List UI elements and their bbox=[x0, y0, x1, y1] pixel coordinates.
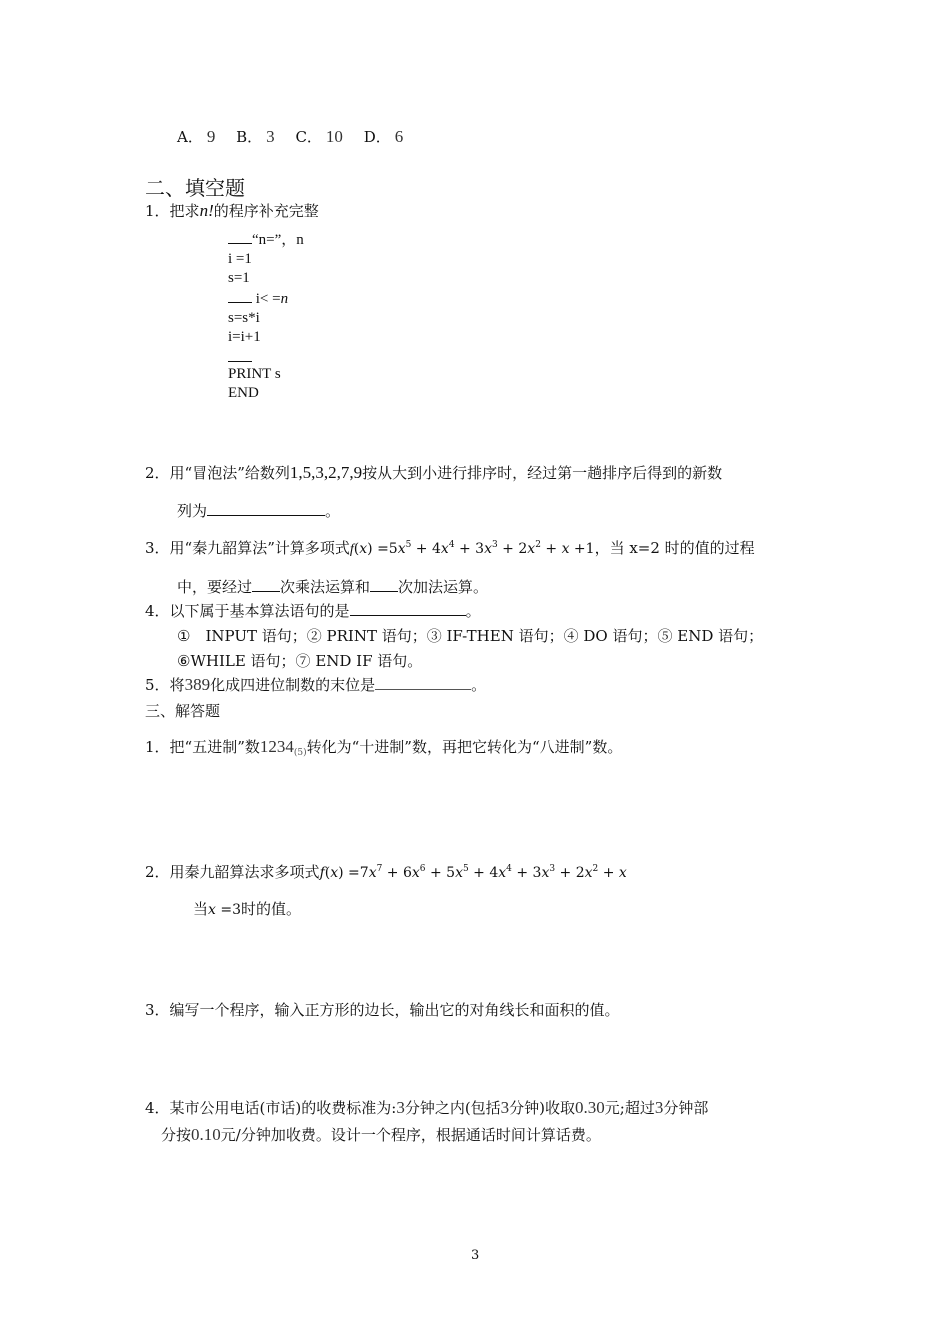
fill-q1-number: 1． bbox=[145, 202, 170, 220]
solve-q4-number: 4． bbox=[145, 1099, 170, 1117]
choice-b-value: 3 bbox=[266, 127, 275, 146]
code-line-8: PRINT s bbox=[228, 366, 281, 382]
fill-q3-line-1 bbox=[145, 537, 755, 558]
solve-q2-line-2-a: 当 bbox=[193, 900, 209, 918]
fill-q1 bbox=[145, 200, 319, 221]
solve-q4-l1-e: 分钟部 bbox=[663, 1099, 709, 1117]
solve-q4-l1-n4: 3 bbox=[654, 1098, 664, 1117]
fill-q2-line-2-prefix: 列为 bbox=[177, 502, 208, 520]
fill-q4-blank bbox=[350, 601, 466, 616]
fill-q3-line-2-b: 次乘法运算和 bbox=[280, 578, 371, 596]
code-line-4 bbox=[228, 288, 304, 309]
solve-q1-text-b: 转化为“十进制”数，再把它转化为“八进制”数。 bbox=[306, 738, 623, 756]
fill-q3-text-a: 用“秦九韶算法”计算多项式 bbox=[169, 539, 350, 557]
choice-d-label: D． bbox=[363, 128, 391, 146]
code-line-5: s=s*i bbox=[228, 310, 260, 326]
choice-a-label: A． bbox=[177, 128, 203, 146]
fill-q4-options-2: ⑥WHILE 语句；⑦ END IF 语句。 bbox=[177, 652, 423, 670]
fill-q3-blank-add bbox=[370, 577, 398, 592]
fill-q3-blank-mul bbox=[252, 577, 280, 592]
fill-q5-text-a: 将 bbox=[169, 676, 185, 694]
solve-q2-polynomial: $f(x) =7x^7 + 6x^6 + 5x^5 + 4x^4 + 3x^3 + 2x^2 + x$ bbox=[319, 864, 627, 881]
fill-q2-number: 2． bbox=[145, 464, 170, 482]
code-blank-1 bbox=[228, 229, 252, 244]
solve-q4-l1-n1: 3 bbox=[396, 1098, 405, 1117]
code-line-6: i=i+1 bbox=[228, 329, 261, 345]
fill-q5 bbox=[145, 674, 486, 695]
solve-q1-number: 1． bbox=[145, 738, 170, 756]
solve-q4-l2-n1: 0.10 bbox=[191, 1125, 221, 1144]
fill-q2-answer-blank bbox=[207, 501, 325, 516]
section-3-title: 三、解答题 bbox=[145, 702, 221, 720]
fill-q2-line-2-suffix: 。 bbox=[325, 502, 341, 520]
fill-q2-line-2 bbox=[177, 500, 340, 521]
solve-q4-l1-n3: 0.30 bbox=[575, 1098, 605, 1117]
code-line-7 bbox=[228, 347, 304, 365]
program-code bbox=[228, 229, 304, 403]
fill-q5-number: 5． bbox=[145, 676, 170, 694]
solve-q4-l1-a: 某市公用电话(市话)的收费标准为: bbox=[169, 1099, 397, 1117]
code-line-9: END bbox=[228, 385, 259, 401]
fill-q2-line-1 bbox=[145, 462, 722, 483]
fill-q4-line-1 bbox=[145, 600, 481, 621]
solve-q2-line-1 bbox=[145, 861, 627, 882]
fill-q4-number: 4． bbox=[145, 602, 170, 620]
code-line-2: i =1 bbox=[228, 251, 252, 267]
choice-a-value: 9 bbox=[206, 127, 216, 146]
solve-q1-text-a: 把“五进制”数 bbox=[169, 738, 260, 756]
page-number: 3 bbox=[471, 1248, 480, 1263]
choice-row bbox=[177, 126, 403, 147]
code-line-1-text: “n=”，n bbox=[252, 232, 304, 248]
solve-q4-l1-c: 分钟)收取 bbox=[509, 1099, 576, 1117]
solve-q4-l1-d: 元;超过 bbox=[604, 1099, 655, 1117]
fill-q5-suffix: 。 bbox=[471, 676, 487, 694]
fill-q2-sequence: 1,5,3,2,7,9 bbox=[289, 463, 363, 482]
solve-q4-l2-b: 元/分钟加收费。设计一个程序，根据通话时间计算话费。 bbox=[220, 1126, 601, 1144]
solve-q2-text-a: 用秦九韶算法求多项式 bbox=[169, 863, 320, 881]
code-line-4-math: n bbox=[280, 291, 289, 307]
solve-q1 bbox=[145, 736, 622, 758]
choice-d-value: 6 bbox=[394, 127, 404, 146]
fill-q5-text-b: 化成四进位制数的末位是 bbox=[210, 676, 376, 694]
fill-q2-text-a: 用“冒泡法”给数列 bbox=[169, 464, 290, 482]
choice-c-value: 10 bbox=[325, 127, 343, 146]
fill-q3-number: 3． bbox=[145, 539, 170, 557]
solve-q1-base: (5) bbox=[293, 748, 307, 758]
code-blank-3 bbox=[228, 347, 252, 362]
fill-q3-polynomial: f bbox=[349, 542, 354, 557]
code-line-4-text: i< = bbox=[252, 291, 281, 307]
fill-q3-line-2-a: 中，要经过 bbox=[177, 578, 253, 596]
solve-q2-line-2 bbox=[193, 898, 301, 919]
fill-q3-text-b: ，当 x=2 时的值的过程 bbox=[594, 539, 755, 557]
solve-q1-value: 1234 bbox=[259, 737, 294, 756]
solve-q4-line-2 bbox=[161, 1124, 601, 1145]
fill-q3-polynomial-rest: $(x) =5x^5 + 4x^4 + 3x^3 + 2x^2 + x +1$ bbox=[353, 540, 595, 557]
fill-q3-line-2 bbox=[177, 576, 488, 597]
solve-q2-number: 2． bbox=[145, 863, 170, 881]
fill-q3-line-2-c: 次加法运算。 bbox=[398, 578, 489, 596]
solve-q4-l1-b: 分钟之内(包括 bbox=[404, 1099, 501, 1117]
solve-q3-text: 编写一个程序，输入正方形的边长，输出它的对角线长和面积的值。 bbox=[169, 1001, 620, 1019]
section-2-title: 二、填空题 bbox=[145, 176, 245, 200]
choice-b-label: B． bbox=[236, 128, 263, 146]
solve-q4-l2-a: 分按 bbox=[161, 1126, 192, 1144]
solve-q4-line-1 bbox=[145, 1097, 708, 1118]
solve-q3-number: 3． bbox=[145, 1001, 170, 1019]
fill-q1-text-before: 把求 bbox=[169, 202, 200, 220]
code-line-1 bbox=[228, 229, 304, 250]
fill-q1-math: n! bbox=[199, 201, 214, 220]
code-line-3: s=1 bbox=[228, 270, 250, 286]
solve-q2-line-2-b: 时的值。 bbox=[241, 900, 302, 918]
choice-c-label: C． bbox=[295, 128, 322, 146]
fill-q5-value: 389 bbox=[184, 675, 211, 694]
solve-q3 bbox=[145, 999, 620, 1020]
fill-q2-text-b: 按从大到小进行排序时，经过第一趟排序后得到的新数 bbox=[362, 464, 723, 482]
solve-q2-x-value: x =3 bbox=[208, 902, 242, 918]
fill-q4-options-1: ① INPUT 语句；② PRINT 语句；③ IF-THEN 语句；④ DO 语句；⑤ END 语句； bbox=[177, 627, 764, 645]
solve-q4-l1-n2: 3 bbox=[500, 1098, 510, 1117]
fill-q4-text: 以下属于基本算法语句的是 bbox=[169, 602, 350, 620]
fill-q5-blank bbox=[375, 675, 471, 690]
fill-q4-suffix: 。 bbox=[465, 602, 481, 620]
code-blank-2 bbox=[228, 288, 252, 303]
fill-q1-text-after: 的程序补充完整 bbox=[213, 202, 319, 220]
